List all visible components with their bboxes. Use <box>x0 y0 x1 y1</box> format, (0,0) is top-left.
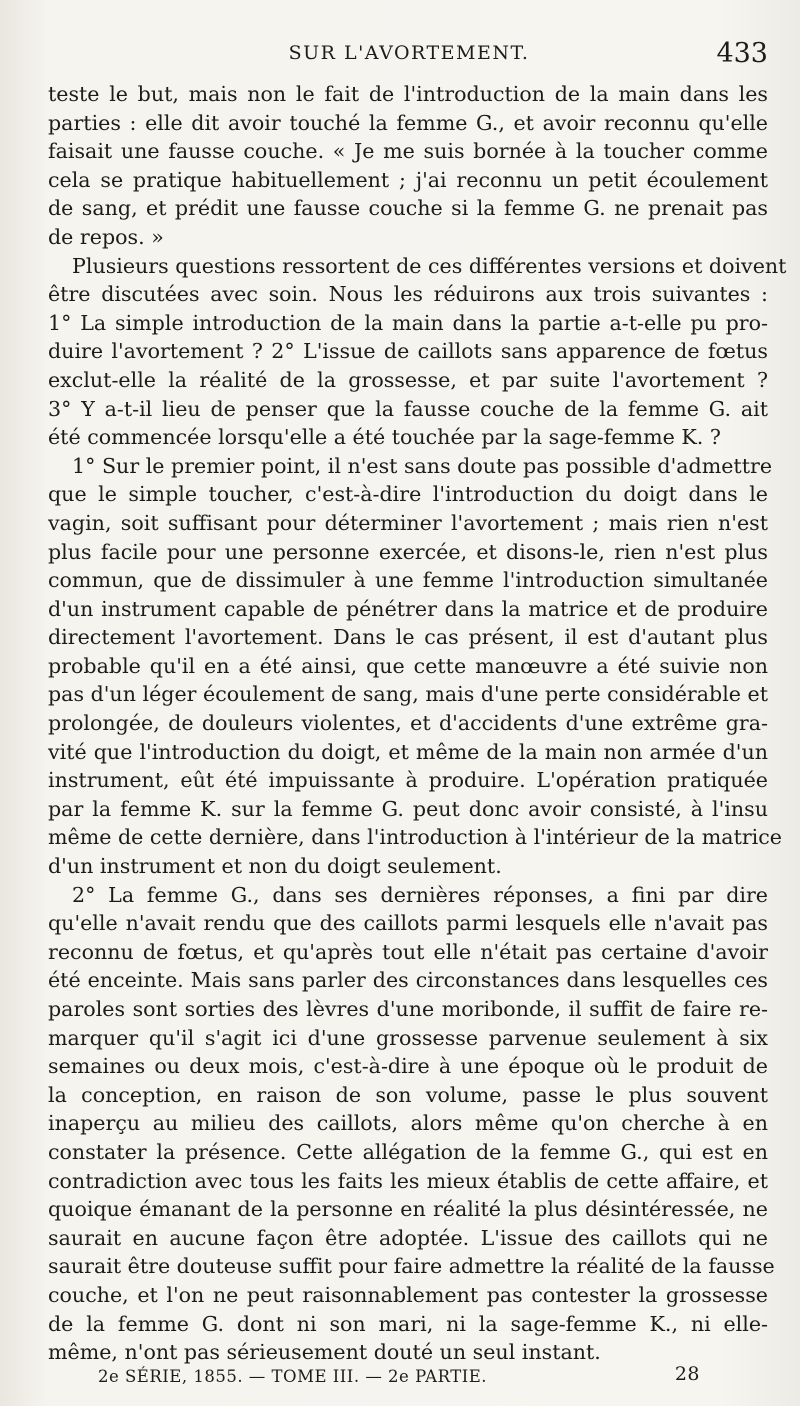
text-line: duire l'avortement ? 2° L'issue de caillots sans apparence de fœtus <box>48 339 768 364</box>
text-line: saurait en aucune façon être adoptée. L'issue des caillots qui ne <box>48 1225 768 1250</box>
text-line: couche, et l'on ne peut raisonnablement pas contester la grossesse <box>48 1282 768 1307</box>
sheet-number: 28 <box>674 1363 700 1385</box>
text-line: la conception, en raison de son volume, passe le plus souvent <box>48 1082 768 1107</box>
text-line: été enceinte. Mais sans parler des circonstances dans lesquelles ces <box>48 968 768 993</box>
text-line: constater la présence. Cette allégation de la femme G., qui est en <box>48 1139 768 1164</box>
text-line: probable qu'il en a été ainsi, que cette manœuvre a été suivie non <box>48 653 768 678</box>
text-line: plus facile pour une personne exercée, et disons-le, rien n'est plus <box>48 539 768 564</box>
text-line: 2° La femme G., dans ses dernières réponses, a fini par dire <box>72 882 768 907</box>
text-line: teste le but, mais non le fait de l'introduction de la main dans les <box>48 82 768 106</box>
text-line: être discutées avec soin. Nous les réduirons aux trois suivantes : <box>48 282 768 307</box>
text-line: de sang, et prédit une fausse couche si la femme G. ne prenait pas <box>48 196 768 221</box>
text-line: saurait être douteuse suffit pour faire admettre la réalité de la fausse <box>48 1254 775 1279</box>
text-line: 1° Sur le premier point, il n'est sans doute pas possible d'admettre <box>72 453 773 478</box>
text-line: semaines ou deux mois, c'est-à-dire à une époque où le produit de <box>48 1054 768 1079</box>
text-line: directement l'avortement. Dans le cas présent, il est d'autant plus <box>48 625 768 650</box>
text-line: prolongée, de douleurs violentes, et d'accidents d'une extrême gra- <box>48 711 768 736</box>
text-line: même, n'ont pas sérieusement douté un seul instant. <box>48 1340 601 1365</box>
text-line: parties : elle dit avoir touché la femme G., et avoir reconnu qu'elle <box>48 110 768 135</box>
paragraph <box>48 252 787 452</box>
text-line: 1° La simple introduction de la main dans la partie a-t-elle pu pro- <box>48 310 768 335</box>
text-line: inaperçu au milieu des caillots, alors même qu'on cherche à en <box>48 1111 768 1136</box>
text-line: 3° Y a-t-il lieu de penser que la fausse couche de la femme G. ait <box>48 396 768 421</box>
footer-signature: 2e SÉRIE, 1855. — TOME III. — 2e PARTIE. <box>98 1367 488 1386</box>
page-number: 433 <box>716 38 768 69</box>
text-line: reconnu de fœtus, et qu'après tout elle n'était pas certaine d'avoir <box>48 939 768 964</box>
text-line: de repos. » <box>48 224 164 249</box>
page-header <box>48 36 770 76</box>
body-text <box>48 80 787 1367</box>
text-line: que le simple toucher, c'est-à-dire l'introduction du doigt dans le <box>48 482 768 507</box>
text-line: d'un instrument capable de pénétrer dans la matrice et de produire <box>48 596 768 621</box>
text-line: exclut-elle la réalité de la grossesse, et par suite l'avortement ? <box>48 367 768 392</box>
text-line: par la femme K. sur la femme G. peut donc avoir consisté, à l'insu <box>48 796 768 821</box>
text-line: Plusieurs questions ressortent de ces différentes versions et doivent <box>72 253 787 278</box>
running-title: SUR L'AVORTEMENT. <box>288 42 530 64</box>
text-line: quoique émanant de la personne en réalité la plus désintéressée, ne <box>48 1197 768 1222</box>
text-line: faisait une fausse couche. « Je me suis bornée à la toucher comme <box>48 139 768 164</box>
text-line: d'un instrument et non du doigt seulement. <box>48 854 502 879</box>
text-line: commun, que de dissimuler à une femme l'introduction simultanée <box>48 568 768 593</box>
text-line: cela se pratique habituellement ; j'ai reconnu un petit écoulement <box>48 167 768 192</box>
paragraph <box>48 80 768 252</box>
text-line: marquer qu'il s'agit ici d'une grossesse parvenue seulement à six <box>48 1025 768 1050</box>
text-line: paroles sont sorties des lèvres d'une moribonde, il suffit de faire re- <box>48 997 768 1021</box>
text-line: même de cette dernière, dans l'introduction à l'intérieur de la matrice <box>48 825 782 850</box>
text-line: été commencée lorsqu'elle a été touchée par la sage-femme K. ? <box>48 425 721 450</box>
text-line: vité que l'introduction du doigt, et même de la main non armée d'un <box>48 739 768 764</box>
text-line: instrument, eût été impuissante à produire. L'opération pratiquée <box>48 768 768 793</box>
text-line: contradiction avec tous les faits les mieux établis de cette affaire, et <box>48 1168 768 1193</box>
paragraph <box>48 452 782 881</box>
text-line: vagin, soit suffisant pour déterminer l'avortement ; mais rien n'est <box>48 510 768 535</box>
text-line: pas d'un léger écoulement de sang, mais d'une perte considérable et <box>48 682 768 707</box>
text-line: qu'elle n'avait rendu que des caillots parmi lesquels elle n'avait pas <box>48 911 768 936</box>
text-line: de la femme G. dont ni son mari, ni la sage-femme K., ni elle- <box>48 1311 768 1336</box>
paragraph <box>48 881 775 1367</box>
